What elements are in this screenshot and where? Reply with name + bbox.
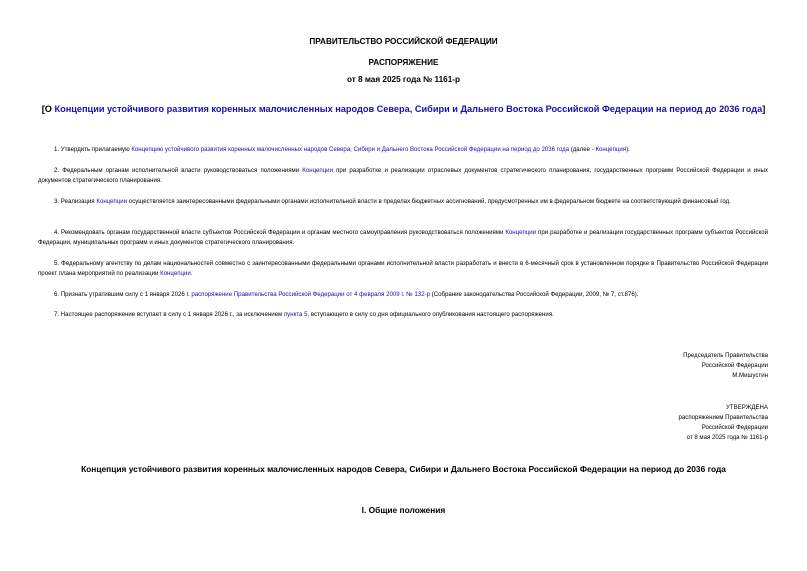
repealed-order-link[interactable]: распоряжение Правительства Российской Федерации от 4 февраля 2009 г. № 132-р (191, 291, 430, 298)
paragraph-7 (38, 310, 768, 320)
paragraph-2 (38, 166, 768, 186)
concept-title: Концепция устойчивого развития коренных малочисленных народов Севера, Сибири и Дальнего Востока Российской Федерации на период до 2036 года (81, 464, 726, 474)
document-date-number: от 8 мая 2025 года № 1161-р (346, 75, 461, 84)
signature-name: М.Мишустин (732, 372, 768, 379)
paragraph-5 (38, 259, 768, 279)
approval-by: распоряжением Правительства (678, 414, 768, 421)
paragraph-4-text-b: при разработке и реализации государственных программ субъектов Российской Федерации, муниципальных программ и иных документов стратегического планирования. (38, 229, 768, 246)
paragraph-3-text-b: осуществляется заинтересованными федеральными органами исполнительной власти в пределах бюджетных ассигнований, предусмотренных им в федеральном бюджете на соответствующий финансовый год. (127, 198, 731, 205)
concept-link[interactable]: Концепцию устойчивого развития коренных малочисленных народов Севера, Сибири и Дальнего Востока Российской Федерации на период до 2036 года (131, 146, 570, 153)
document-type-heading: РАСПОРЯЖЕНИЕ (368, 58, 439, 67)
concept-short-link[interactable]: Концепция (595, 146, 627, 153)
paragraph-3-text-a: 3. Реализация (54, 198, 97, 205)
signature-position: Председатель Правительства (683, 352, 768, 359)
concept-link[interactable]: Концепции (96, 198, 128, 205)
government-heading: ПРАВИТЕЛЬСТВО РОССИЙСКОЙ ФЕДЕРАЦИИ (309, 37, 498, 46)
approval-country: Российской Федерации (701, 424, 768, 431)
paragraph-4 (38, 228, 768, 248)
paragraph-5-text-b: . (190, 270, 193, 277)
concept-link[interactable]: Концепции (160, 270, 191, 277)
paragraph-2-text-a: 2. Федеральным органам исполнительной власти руководствоваться положениями (54, 167, 303, 174)
concept-link[interactable]: Концепции (505, 229, 537, 236)
paragraph-2-text-b: при разработке и реализации отраслевых документов стратегического планирования, государственных программ Российской Федерации и иных документов стратегического планирования. (38, 167, 768, 184)
paragraph-1-text-b: (далее - (569, 146, 596, 153)
approval-block (679, 403, 768, 443)
document-title (0, 104, 807, 114)
approval-date: от 8 мая 2025 года № 1161-р (686, 434, 768, 441)
paragraph-7-text-b: , вступающего в силу со дня официального опубликования настоящего распоряжения. (307, 311, 554, 318)
paragraph-6-text-a: 6. Признать утратившим силу с 1 января 2026 г. (54, 291, 192, 298)
signature-country: Российской Федерации (701, 362, 768, 369)
paragraph-1 (38, 145, 768, 155)
title-bracket-open: [О (41, 104, 55, 114)
item-5-link[interactable]: пункта 5 (283, 311, 308, 318)
paragraph-6-text-b: (Собрание законодательства Российской Федерации, 2009, № 7, ст.876). (430, 291, 639, 298)
paragraph-1-text-a: 1. Утвердить прилагаемую (54, 146, 132, 153)
concept-link[interactable]: Концепции (302, 167, 333, 174)
signature-block (683, 351, 768, 381)
title-bracket-close: ] (762, 104, 766, 114)
approval-stamp: УТВЕРЖДЕНА (725, 404, 768, 411)
section-title: I. Общие положения (361, 505, 446, 515)
paragraph-1-text-c: ). (626, 146, 630, 153)
paragraph-4-text-a: 4. Рекомендовать органам государственной власти субъектов Российской Федерации и органам местного самоуправления руководствоваться положениями (54, 229, 506, 236)
title-link[interactable]: Концепции устойчивого развития коренных малочисленных народов Севера, Сибири и Дальнего Востока Российской Федерации на период до 2036 года (54, 104, 763, 114)
paragraph-6 (38, 290, 768, 300)
paragraph-7-text-a: 7. Настоящее распоряжение вступает в силу с 1 января 2026 г., за исключением (54, 311, 284, 318)
paragraph-3 (38, 197, 768, 207)
paragraph-5-text-a: 5. Федеральному агентству по делам национальностей совместно с заинтересованными федеральными органами исполнительной власти разработать и внести в 6-месячный срок в установленном порядке в Правительство Российской Федерации проект плана мероприятий по реализации (38, 260, 768, 277)
